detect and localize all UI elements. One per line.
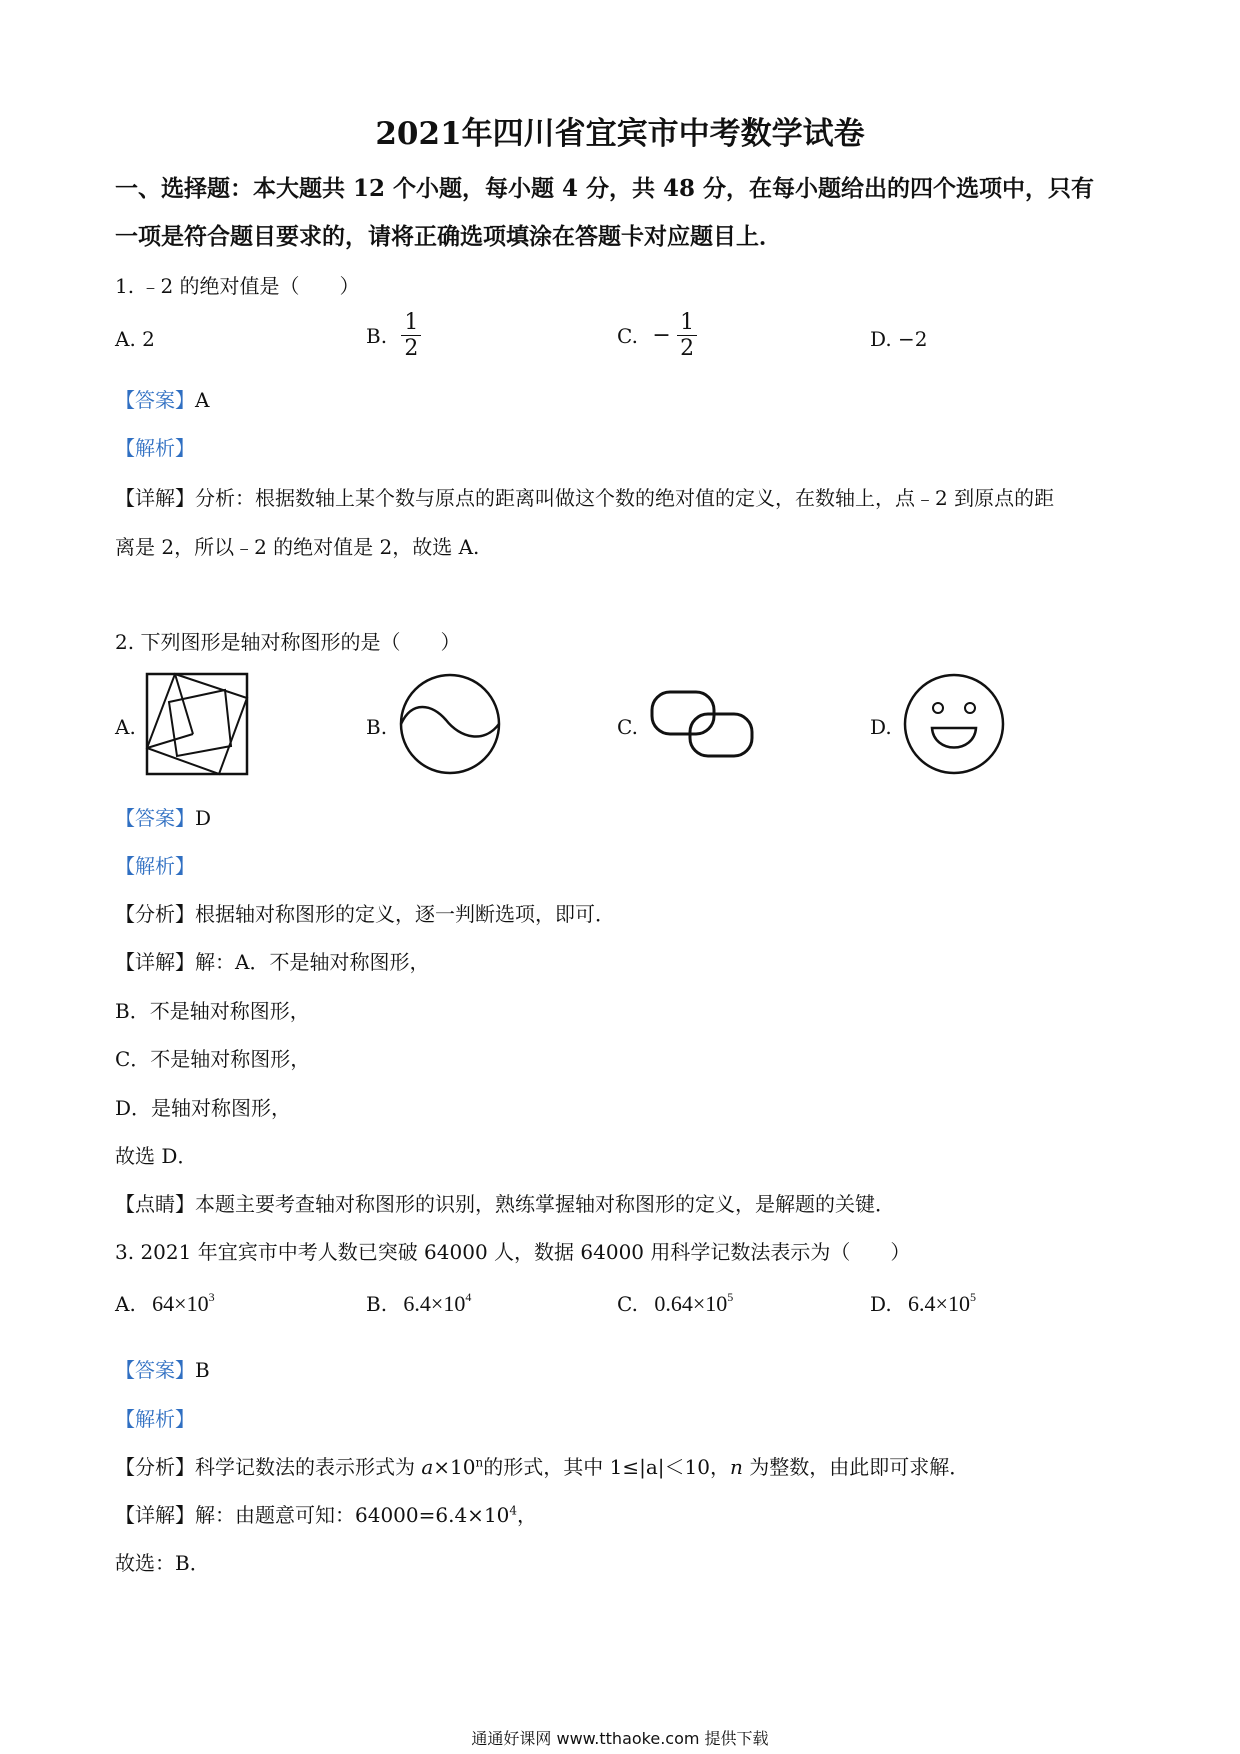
q1-detail-line-2: 离是 2，所以﹣2 的绝对值是 2，故选 A. bbox=[115, 535, 480, 559]
q3-answer bbox=[115, 1354, 210, 1383]
q2-stem: 2. 下列图形是轴对称图形的是（ ） bbox=[115, 630, 461, 654]
q1-option-c-fraction bbox=[677, 310, 697, 362]
option-label: D. bbox=[870, 1292, 892, 1316]
sci-exponent: 5 bbox=[969, 1290, 976, 1304]
answer-value: A bbox=[195, 388, 210, 412]
q1-analysis-tag: 【解析】 bbox=[115, 436, 195, 460]
q1-option-b bbox=[366, 310, 421, 362]
q1-option-c-label: C. bbox=[617, 323, 638, 348]
q1-option-b-fraction bbox=[401, 310, 421, 362]
yin-yang-circle-figure bbox=[398, 672, 502, 776]
q2-choice: 故选 D． bbox=[115, 1144, 198, 1168]
q2-label-d: D. bbox=[870, 715, 892, 739]
option-label: C. bbox=[617, 1292, 638, 1316]
option-label: B. bbox=[366, 1292, 388, 1316]
q3-choice: 故选：B． bbox=[115, 1551, 210, 1575]
q3-analysis-tag: 【解析】 bbox=[115, 1407, 195, 1431]
q2-label-b: B. bbox=[366, 715, 388, 739]
sci-base: 6.4×10 bbox=[908, 1291, 970, 1316]
section-heading-line-2: 一项是符合题目要求的，请将正确选项填涂在答题卡对应题目上． bbox=[115, 223, 782, 250]
q2-label-a: A. bbox=[115, 715, 136, 739]
answer-tag: 【答案】 bbox=[115, 806, 195, 830]
fraction-denominator: 2 bbox=[404, 336, 419, 362]
q2-detail-b: B．不是轴对称图形， bbox=[115, 999, 310, 1023]
q2-comment: 【点睛】本题主要考查轴对称图形的识别，熟练掌握轴对称图形的定义，是解题的关键． bbox=[115, 1192, 895, 1216]
q2-answer bbox=[115, 802, 211, 831]
q3-option-b bbox=[366, 1290, 471, 1317]
text-run: 为整数，由此即可求解． bbox=[742, 1455, 970, 1479]
math-exponent: n bbox=[475, 1455, 484, 1470]
q3-detail bbox=[115, 1499, 537, 1528]
sci-base: 0.64×10 bbox=[654, 1291, 728, 1316]
sci-exponent: 3 bbox=[208, 1290, 215, 1304]
q3-option-d bbox=[870, 1290, 976, 1317]
q1-option-a: A. 2 bbox=[115, 327, 155, 351]
q2-analysis: 【分析】根据轴对称图形的定义，逐一判断选项，即可． bbox=[115, 902, 615, 926]
q2-detail-c: C．不是轴对称图形， bbox=[115, 1047, 311, 1071]
sci-base: 64×10 bbox=[152, 1291, 209, 1316]
text-run: ， bbox=[517, 1503, 538, 1527]
linked-rings-figure bbox=[650, 690, 756, 760]
q1-answer bbox=[115, 384, 209, 413]
text-run: 【分析】科学记数法的表示形式为 bbox=[115, 1455, 422, 1479]
math-variable: a bbox=[421, 1455, 434, 1479]
sci-exponent: 4 bbox=[465, 1290, 472, 1304]
fraction-denominator: 2 bbox=[680, 336, 695, 362]
q1-option-c bbox=[617, 310, 697, 362]
option-value bbox=[908, 1291, 976, 1316]
footer-source: 通通好课网 www.tthaoke.com 提供下载 bbox=[471, 1729, 769, 1748]
q1-detail-line-1: 【详解】分析：根据数轴上某个数与原点的距离叫做这个数的绝对值的定义，在数轴上，点﹣2 到原点的距 bbox=[115, 486, 1055, 510]
answer-tag: 【答案】 bbox=[115, 1358, 195, 1382]
math-exponent: 4 bbox=[509, 1503, 518, 1518]
sci-base: 6.4×10 bbox=[403, 1291, 466, 1316]
section-heading-line-1: 一、选择题：本大题共 12 个小题，每小题 4 分，共 48 分，在每小题给出的四个选项中，只有 bbox=[115, 175, 1095, 202]
option-value bbox=[654, 1291, 733, 1316]
answer-value: D bbox=[195, 806, 212, 830]
q3-option-c bbox=[617, 1290, 733, 1317]
q2-label-c: C. bbox=[617, 715, 638, 739]
text-run: 【详解】解：由题意可知：64000=6.4×10 bbox=[115, 1503, 510, 1527]
text-run: ×10 bbox=[433, 1455, 476, 1479]
option-label: A. bbox=[115, 1292, 136, 1316]
smiley-face-figure bbox=[902, 672, 1006, 776]
minus-sign: − bbox=[652, 323, 671, 349]
q2-analysis-tag: 【解析】 bbox=[115, 854, 195, 878]
sci-exponent: 5 bbox=[727, 1290, 734, 1304]
q2-detail-d: D．是轴对称图形， bbox=[115, 1096, 292, 1120]
q1-option-b-label: B. bbox=[366, 323, 388, 348]
square-pinwheel-figure bbox=[145, 672, 249, 776]
q3-option-a bbox=[115, 1290, 215, 1317]
q1-stem: 1. ﹣2 的绝对值是（ ） bbox=[115, 274, 360, 298]
page-title: 2021年四川省宜宾市中考数学试卷 bbox=[375, 116, 865, 152]
fraction-numerator: 1 bbox=[401, 310, 421, 336]
option-value bbox=[403, 1291, 471, 1316]
option-value bbox=[152, 1291, 214, 1316]
answer-value: B bbox=[195, 1358, 210, 1382]
q1-option-d: D. −2 bbox=[870, 327, 928, 351]
fraction-numerator: 1 bbox=[677, 310, 697, 336]
q3-stem: 3. 2021 年宜宾市中考人数已突破 64000 人，数据 64000 用科学记数法表示为（ ） bbox=[115, 1240, 911, 1264]
answer-tag: 【答案】 bbox=[115, 388, 195, 412]
text-run: 的形式，其中 1≤|a|＜10， bbox=[483, 1455, 730, 1479]
math-variable: n bbox=[729, 1455, 743, 1479]
q3-analysis bbox=[115, 1451, 969, 1480]
q2-detail: 【详解】解：A．不是轴对称图形， bbox=[115, 950, 430, 974]
